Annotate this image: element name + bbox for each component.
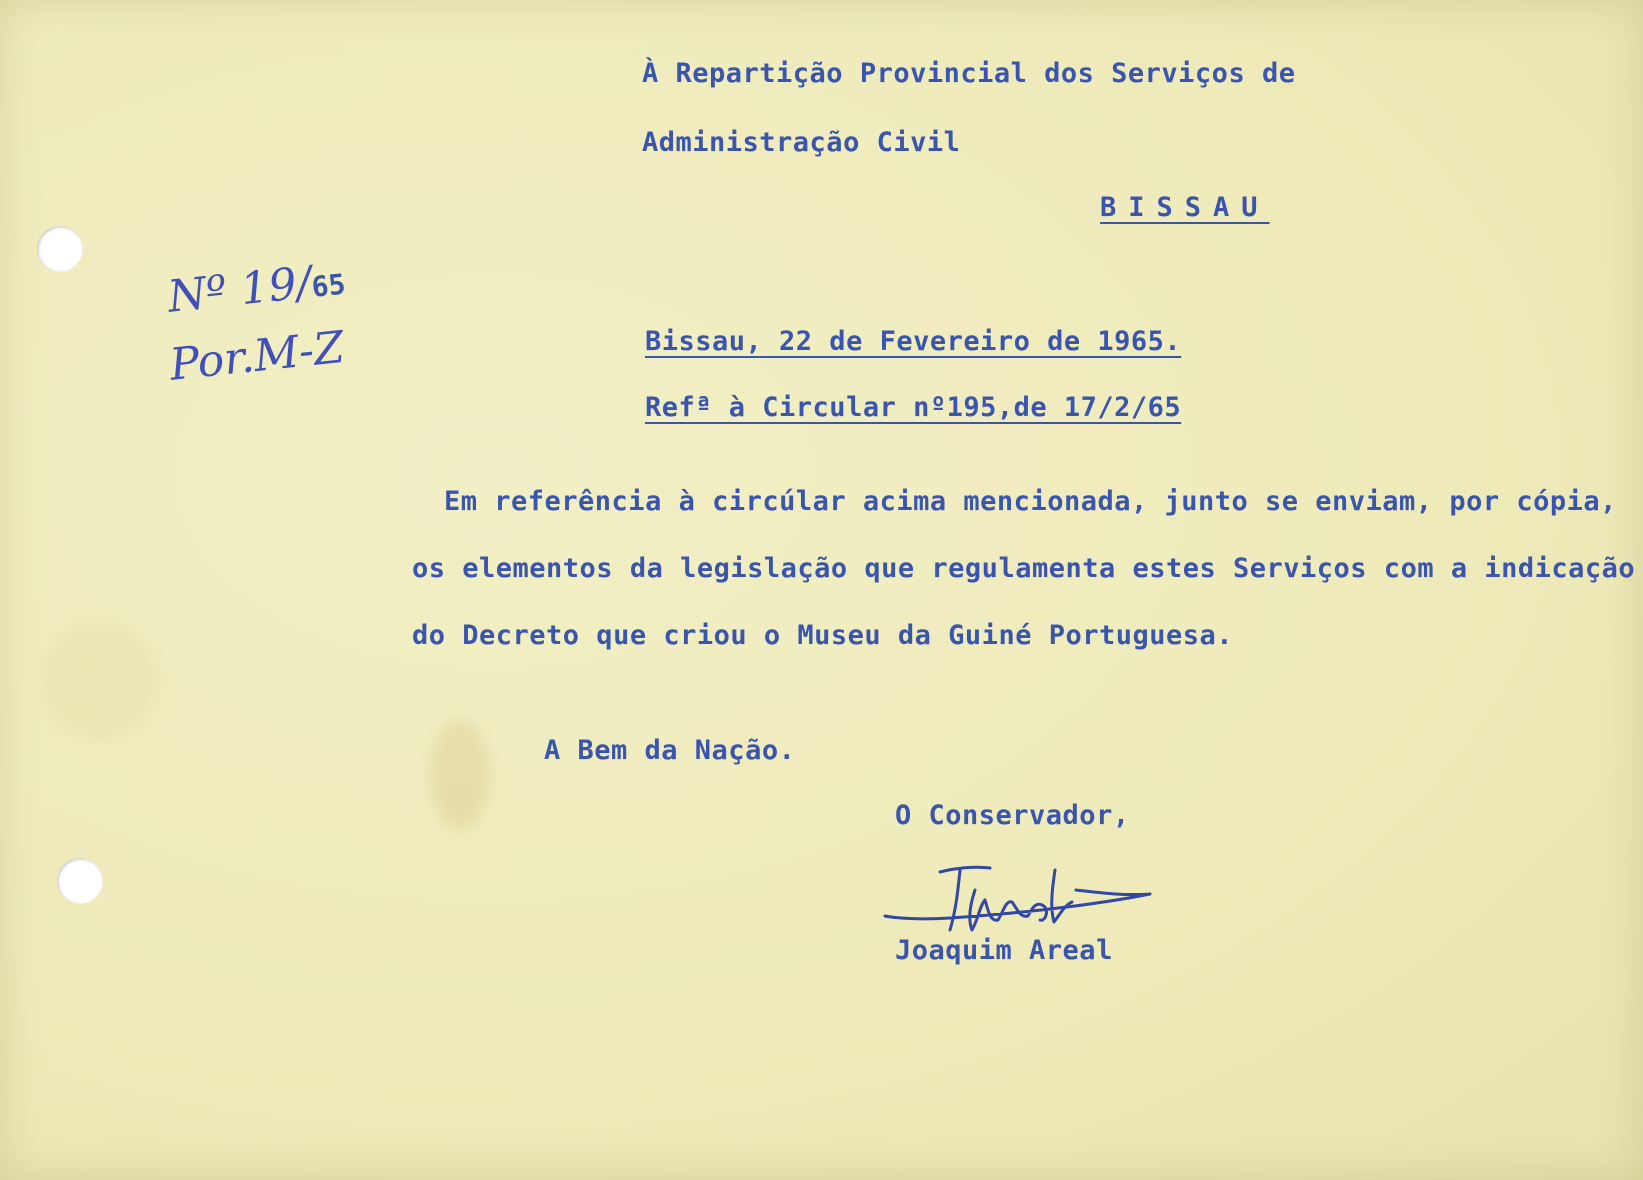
- recipient-city: BISSAU: [1100, 192, 1270, 223]
- handwritten-reference-code: Por.M-Z: [167, 321, 347, 391]
- circular-reference-line: Refª à Circular nº195,de 17/2/65: [645, 392, 1182, 423]
- closing-salutation: A Bem da Nação.: [544, 735, 796, 766]
- reference-number-handwritten: Nº 19/: [165, 257, 314, 323]
- handwritten-reference-number: [165, 254, 347, 323]
- signatory-name: Joaquim Areal: [895, 935, 1113, 966]
- body-line-1: Em referência à circúlar acima mencionada, junto se enviam, por cópia,: [444, 486, 1617, 517]
- body-line-3: do Decreto que criou o Museu da Guiné Portuguesa.: [412, 620, 1234, 651]
- reference-number-typed: 65: [310, 267, 347, 304]
- paper-stain: [430, 720, 490, 830]
- recipient-line-1: À Repartição Provincial dos Serviços de: [642, 58, 1296, 89]
- body-line-2: os elementos da legislação que regulamenta estes Serviços com a indicação: [412, 553, 1636, 584]
- date-line: Bissau, 22 de Fevereiro de 1965.: [645, 326, 1182, 357]
- punch-hole-top: [37, 226, 83, 272]
- signatory-title: O Conservador,: [895, 800, 1130, 831]
- paper-stain: [40, 620, 160, 740]
- punch-hole-bottom: [57, 858, 103, 904]
- recipient-line-2: Administração Civil: [642, 127, 961, 158]
